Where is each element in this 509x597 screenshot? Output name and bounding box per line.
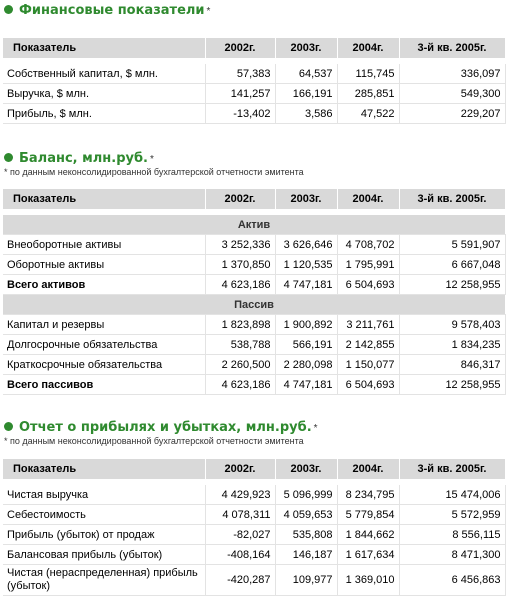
cell: 166,191 [275, 84, 337, 104]
row-label: Прибыль (убыток) от продаж [3, 525, 205, 545]
header-cell: 2002г. [205, 459, 275, 479]
cell: 6 504,693 [337, 375, 399, 395]
header-cell: 2004г. [337, 38, 399, 58]
table-header-row [3, 38, 505, 58]
cell: 538,788 [205, 335, 275, 355]
cell: 1 370,850 [205, 255, 275, 275]
cell: 3 252,336 [205, 235, 275, 255]
row-label: Чистая (нераспределенная) прибыль (убыток) [3, 565, 205, 596]
green-bullet-icon [4, 422, 13, 431]
cell: 1 150,077 [337, 355, 399, 375]
table-row [3, 565, 505, 596]
cell: -82,027 [205, 525, 275, 545]
cell: 549,300 [399, 84, 505, 104]
cell: 2 260,500 [205, 355, 275, 375]
financial-indicators-section [0, 0, 509, 124]
cell: 1 617,634 [337, 545, 399, 565]
section-title-row [0, 151, 509, 167]
cell: -13,402 [205, 104, 275, 124]
cell: 4 623,186 [205, 375, 275, 395]
balance-section [0, 151, 509, 395]
cell: 4 623,186 [205, 275, 275, 295]
cell: 5 096,999 [275, 485, 337, 505]
pnl-table [3, 459, 506, 596]
table-row [3, 355, 505, 375]
cell: 141,257 [205, 84, 275, 104]
header-cell: Показатель [3, 189, 205, 209]
cell: 8 471,300 [399, 545, 505, 565]
cell: 9 578,403 [399, 315, 505, 335]
cell: 1 834,235 [399, 335, 505, 355]
section-title-row [0, 420, 509, 436]
cell: 6 667,048 [399, 255, 505, 275]
cell: 1 795,991 [337, 255, 399, 275]
footnote-marker: * [150, 154, 154, 165]
table-row [3, 525, 505, 545]
row-label: Всего активов [3, 275, 205, 295]
footnote: * по данным неконсолидированной бухгалтерской отчетности эмитента [4, 436, 304, 446]
header-cell: 2004г. [337, 189, 399, 209]
cell: -408,164 [205, 545, 275, 565]
cell: 846,317 [399, 355, 505, 375]
header-cell: Показатель [3, 459, 205, 479]
cell: 336,097 [399, 64, 505, 84]
cell: 4 708,702 [337, 235, 399, 255]
table-row [3, 84, 505, 104]
cell: 3,586 [275, 104, 337, 124]
table-header-row [3, 459, 505, 479]
group-label: Пассив [3, 295, 505, 315]
row-label: Балансовая прибыль (убыток) [3, 545, 205, 565]
footnote-marker: * [206, 6, 211, 17]
table-row [3, 505, 505, 525]
cell: 5 779,854 [337, 505, 399, 525]
row-label: Всего пассивов [3, 375, 205, 395]
header-cell: 3-й кв. 2005г. [399, 189, 505, 209]
cell: 229,207 [399, 104, 505, 124]
balance-table [3, 189, 506, 395]
row-label: Собственный капитал, $ млн. [3, 64, 205, 84]
header-cell: 2002г. [205, 38, 275, 58]
header-cell: 2003г. [275, 459, 337, 479]
pnl-section [0, 420, 509, 596]
cell: 285,851 [337, 84, 399, 104]
table-row [3, 64, 505, 84]
section-title: Отчет о прибылях и убытках, млн.руб. [19, 420, 312, 435]
section-title-row [0, 3, 509, 19]
green-bullet-icon [4, 5, 13, 14]
table-row [3, 315, 505, 335]
cell: 115,745 [337, 64, 399, 84]
table-row [3, 485, 505, 505]
green-bullet-icon [4, 153, 13, 162]
cell: 1 120,535 [275, 255, 337, 275]
total-row [3, 375, 505, 395]
row-label: Оборотные активы [3, 255, 205, 275]
cell: 3 211,761 [337, 315, 399, 335]
header-cell: 3-й кв. 2005г. [399, 38, 505, 58]
cell: 6 456,863 [399, 565, 505, 596]
cell: 109,977 [275, 565, 337, 596]
group-row-passive [3, 295, 505, 315]
cell: 47,522 [337, 104, 399, 124]
table-row [3, 545, 505, 565]
cell: 8 234,795 [337, 485, 399, 505]
row-label: Выручка, $ млн. [3, 84, 205, 104]
cell: 4 078,311 [205, 505, 275, 525]
cell: 12 258,955 [399, 375, 505, 395]
row-label: Себестоимость [3, 505, 205, 525]
cell: 1 900,892 [275, 315, 337, 335]
header-cell: 2004г. [337, 459, 399, 479]
cell: 4 747,181 [275, 275, 337, 295]
cell: 1 823,898 [205, 315, 275, 335]
row-label: Краткосрочные обязательства [3, 355, 205, 375]
cell: 566,191 [275, 335, 337, 355]
cell: 64,537 [275, 64, 337, 84]
row-label: Капитал и резервы [3, 315, 205, 335]
header-cell: 2002г. [205, 189, 275, 209]
table-row [3, 255, 505, 275]
cell: 15 474,006 [399, 485, 505, 505]
cell: 4 429,923 [205, 485, 275, 505]
header-cell: 3-й кв. 2005г. [399, 459, 505, 479]
cell: 12 258,955 [399, 275, 505, 295]
header-cell: Показатель [3, 38, 205, 58]
table-row [3, 335, 505, 355]
header-cell: 2003г. [275, 38, 337, 58]
cell: 5 572,959 [399, 505, 505, 525]
cell: 3 626,646 [275, 235, 337, 255]
cell: 5 591,907 [399, 235, 505, 255]
cell: 4 059,653 [275, 505, 337, 525]
row-label: Прибыль, $ млн. [3, 104, 205, 124]
group-row-active [3, 215, 505, 235]
financial-indicators-table [3, 38, 506, 124]
cell: -420,287 [205, 565, 275, 596]
footnote: * по данным неконсолидированной бухгалтерской отчетности эмитента [4, 167, 304, 177]
row-label: Внеоборотные активы [3, 235, 205, 255]
section-title: Баланс, млн.руб. [19, 151, 148, 166]
cell: 8 556,115 [399, 525, 505, 545]
table-header-row [3, 189, 505, 209]
footnote-marker: * [313, 423, 318, 434]
cell: 6 504,693 [337, 275, 399, 295]
total-row [3, 275, 505, 295]
cell: 4 747,181 [275, 375, 337, 395]
table-row [3, 235, 505, 255]
cell: 1 369,010 [337, 565, 399, 596]
table-row [3, 104, 505, 124]
cell: 1 844,662 [337, 525, 399, 545]
cell: 57,383 [205, 64, 275, 84]
header-cell: 2003г. [275, 189, 337, 209]
row-label: Долгосрочные обязательства [3, 335, 205, 355]
cell: 535,808 [275, 525, 337, 545]
section-title: Финансовые показатели [19, 3, 205, 18]
row-label: Чистая выручка [3, 485, 205, 505]
cell: 2 142,855 [337, 335, 399, 355]
cell: 2 280,098 [275, 355, 337, 375]
cell: 146,187 [275, 545, 337, 565]
group-label: Актив [3, 215, 505, 235]
